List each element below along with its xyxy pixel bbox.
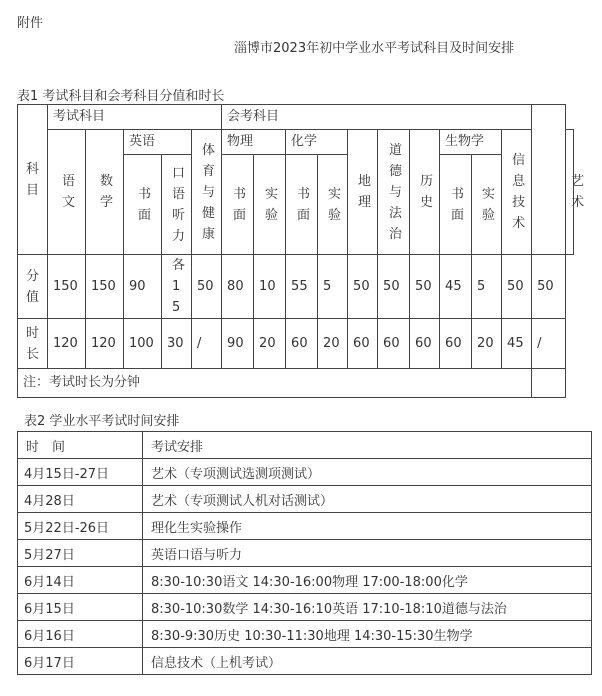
subject-morality: 道德与法治 (378, 130, 410, 255)
schedule-plan: 信息技术（上机考试） (143, 648, 592, 675)
subject-english-oral: 口语听力 (162, 155, 192, 255)
score-cell: 90 (124, 255, 162, 319)
header-time: 时 间 (18, 432, 143, 459)
document-title: 淄博市2023年初中学业水平考试科目及时间安排 (234, 41, 515, 56)
score-cell: 各15 (162, 255, 192, 319)
duration-cell: 30 (162, 319, 192, 369)
subject-geography: 地理 (348, 130, 378, 255)
schedule-date: 5月27日 (18, 540, 143, 567)
duration-cell: 60 (348, 319, 378, 369)
subject-it: 信息技术 (502, 130, 532, 255)
english-group: 英语 (124, 130, 192, 155)
table2-caption: 表2 学业水平考试时间安排 (24, 414, 180, 429)
schedule-date: 6月14日 (18, 567, 143, 594)
schedule-plan: 理化生实验操作 (143, 513, 592, 540)
subject-chinese: 语文 (48, 130, 86, 255)
subject-art: 艺术 (566, 130, 574, 255)
blank-cell (532, 105, 566, 255)
table-row (18, 513, 592, 540)
schedule-date: 6月17日 (18, 648, 143, 675)
schedule-plan: 8:30-10:30语文 14:30-16:00物理 17:00-18:00化学 (143, 567, 592, 594)
duration-cell: 60 (410, 319, 440, 369)
huikao-subjects-group: 会考科目 (222, 105, 532, 130)
schedule-plan: 艺术（专项测试选测项测试） (143, 459, 592, 486)
header-plan: 考试安排 (143, 432, 592, 459)
score-cell: 50 (410, 255, 440, 319)
duration-cell: 100 (124, 319, 162, 369)
subject-chem-written: 书面 (286, 155, 318, 255)
schedule-date: 6月16日 (18, 621, 143, 648)
score-cell: 50 (378, 255, 410, 319)
schedule-plan: 8:30-9:30历史 10:30-11:30地理 14:30-15:30生物学 (143, 621, 592, 648)
subject-pe: 体育与健康 (192, 130, 222, 255)
subject-physics-written: 书面 (222, 155, 254, 255)
table-row (18, 594, 592, 621)
score-cell: 50 (348, 255, 378, 319)
score-cell: 50 (502, 255, 532, 319)
score-label: 分值 (18, 255, 48, 319)
score-cell: 50 (532, 255, 566, 319)
subject-chem-lab: 实验 (318, 155, 348, 255)
duration-cell: 120 (86, 319, 124, 369)
duration-cell: 60 (440, 319, 472, 369)
score-cell: 10 (254, 255, 286, 319)
score-cell: 80 (222, 255, 254, 319)
subject-row-label: 科目 (18, 105, 48, 255)
subject-history: 历史 (410, 130, 440, 255)
score-duration-table (17, 104, 585, 398)
exam-subjects-group: 考试科目 (48, 105, 222, 130)
duration-cell: 20 (318, 319, 348, 369)
table-row (18, 540, 592, 567)
subject-bio-written: 书面 (440, 155, 472, 255)
table-row (18, 486, 592, 513)
score-cell: 150 (86, 255, 124, 319)
biology-group: 生物学 (440, 130, 502, 155)
schedule-date: 6月15日 (18, 594, 143, 621)
duration-cell: 20 (472, 319, 502, 369)
score-cell: 55 (286, 255, 318, 319)
schedule-plan: 8:30-10:30数学 14:30-16:10英语 17:10-18:10道德与法治 (143, 594, 592, 621)
schedule-plan: 艺术（专项测试人机对话测试） (143, 486, 592, 513)
duration-cell: 90 (222, 319, 254, 369)
schedule-date: 4月15日-27日 (18, 459, 143, 486)
subject-english-written: 书面 (124, 155, 162, 255)
subject-math: 数学 (86, 130, 124, 255)
schedule-date: 5月22日-26日 (18, 513, 143, 540)
table-row (18, 459, 592, 486)
schedule-plan: 英语口语与听力 (143, 540, 592, 567)
duration-label: 时长 (18, 319, 48, 369)
blank-cell (532, 369, 566, 398)
schedule-table (17, 431, 592, 675)
score-cell: 5 (472, 255, 502, 319)
subject-bio-lab: 实验 (472, 155, 502, 255)
duration-cell: 45 (502, 319, 532, 369)
score-cell: 5 (318, 255, 348, 319)
score-cell: 45 (440, 255, 472, 319)
table-row (18, 567, 592, 594)
subject-physics-lab: 实验 (254, 155, 286, 255)
attachment-label: 附件 (17, 16, 44, 31)
score-cell: 150 (48, 255, 86, 319)
table1-caption: 表1 考试科目和会考科目分值和时长 (17, 89, 225, 104)
duration-cell: / (532, 319, 566, 369)
table-row (18, 621, 592, 648)
duration-cell: 20 (254, 319, 286, 369)
duration-cell: / (192, 319, 222, 369)
schedule-date: 4月28日 (18, 486, 143, 513)
table-row (18, 648, 592, 675)
duration-cell: 120 (48, 319, 86, 369)
score-cell: 50 (192, 255, 222, 319)
physics-group: 物理 (222, 130, 286, 155)
duration-cell: 60 (378, 319, 410, 369)
table-note: 注：考试时长为分钟 (18, 369, 532, 398)
chemistry-group: 化学 (286, 130, 348, 155)
duration-cell: 60 (286, 319, 318, 369)
